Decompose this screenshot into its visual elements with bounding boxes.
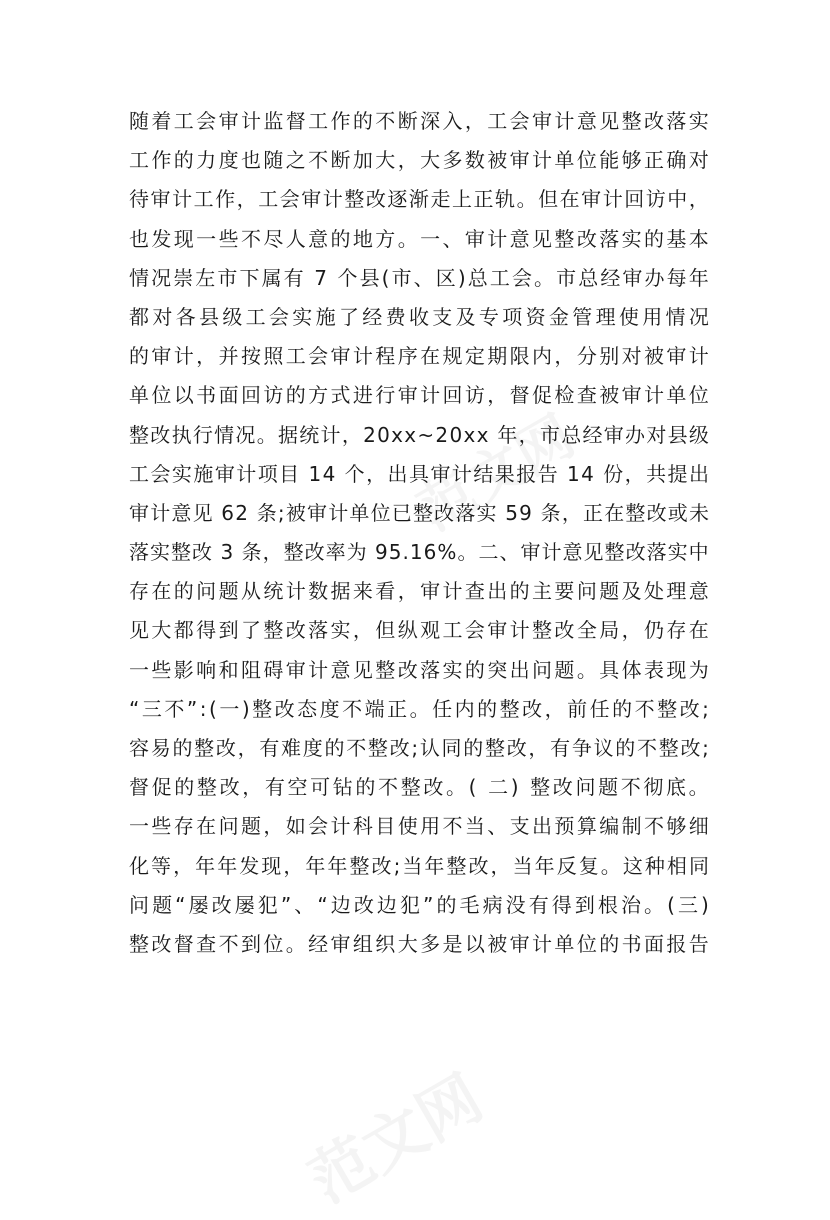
- body-paragraph: [129, 102, 709, 964]
- text-line: 情 况 崇 左 市 下 属 有 7 个 县 ( 市 、 区 ) 总 工 会 。 市 总 经 审 办 每 年: [129, 265, 709, 290]
- text-line: 工 会 实 施 审 计 项 目 1 4 个 ， 出 具 审 计 结 果 报 告 1 4 份 ， 共 提 出: [129, 461, 709, 486]
- text-line: 待 审 计 工 作 ， 工 会 审 计 整 改 逐 渐 走 上 正 轨 。 但 在 审 计 回 访 中 ，: [129, 187, 709, 212]
- text-line: 单 位 以 书 面 回 访 的 方 式 进 行 审 计 回 访 ， 督 促 检 查 被 审 计 单 位: [129, 383, 709, 408]
- watermark: [290, 1049, 496, 1219]
- text-line: “ 三 不 ” : ( 一 ) 整 改 态 度 不 端 正 。 任 内 的 整 改 ， 前 任 的 不 整 改 ;: [129, 696, 709, 721]
- text-line: 化 等 ， 年 年 发 现 ， 年 年 整 改 ; 当 年 整 改 ， 当 年 反 复 。 这 种 相 同: [129, 853, 709, 878]
- text-line: 落 实 整 改 3 条 ， 整 改 率 为 9 5 . 1 6 % 。 二 、 审 计 意 见 整 改 落 实 中: [129, 540, 709, 565]
- text-line: 也 发 现 一 些 不 尽 人 意 的 地 方 。 一 、 审 计 意 见 整 改 落 实 的 基 本: [129, 226, 709, 251]
- text-line: 一 些 影 响 和 阻 碍 审 计 意 见 整 改 落 实 的 突 出 问 题 。 具 体 表 现 为: [129, 657, 709, 682]
- text-line: 随 着 工 会 审 计 监 督 工 作 的 不 断 深 入 ， 工 会 审 计 意 见 整 改 落 实: [129, 109, 709, 133]
- text-line: 都 对 各 县 级 工 会 实 施 了 经 费 收 支 及 专 项 资 金 管 理 使 用 情 况: [129, 304, 709, 329]
- text-line: 一 些 存 在 问 题 ， 如 会 计 科 目 使 用 不 当 、 支 出 预 算 编 制 不 够 细: [129, 814, 709, 839]
- text-line: 的 审 计 ， 并 按 照 工 会 审 计 程 序 在 规 定 期 限 内 ， 分 别 对 被 审 计: [129, 344, 709, 369]
- text-line: 见 大 都 得 到 了 整 改 落 实 ， 但 纵 观 工 会 审 计 整 改 全 局 ， 仍 存 在: [129, 618, 709, 643]
- text-line: 存 在 的 问 题 从 统 计 数 据 来 看 ， 审 计 查 出 的 主 要 问 题 及 处 理 意: [129, 579, 709, 604]
- text-line: 审 计 意 见 6 2 条 ; 被 审 计 单 位 已 整 改 落 实 5 9 条 ， 正 在 整 改 或 未: [129, 500, 709, 525]
- text-line: 容 易 的 整 改 ， 有 难 度 的 不 整 改 ; 认 同 的 整 改 ， 有 争 议 的 不 整 改 ;: [129, 736, 709, 760]
- text-line: 工 作 的 力 度 也 随 之 不 断 加 大 ， 大 多 数 被 审 计 单 位 能 够 正 确 对: [129, 148, 709, 173]
- text-line: 整 改 督 查 不 到 位 。 经 审 组 织 大 多 是 以 被 审 计 单 位 的 书 面 报 告: [129, 931, 709, 956]
- text-line: 整 改 执 行 情 况 。 据 统 计 ， 2 0 x x ~ 2 0 x x 年 ， 市 总 经 审 办 对 县 级: [129, 422, 709, 447]
- text-line: 问 题 “ 屡 改 屡 犯 ” 、 “ 边 改 边 犯 ” 的 毛 病 没 有 得 到 根 治 。 ( 三 ): [129, 892, 709, 917]
- text-line: 督 促 的 整 改 ， 有 空 可 钻 的 不 整 改 。 ( 二 ) 整 改 问 题 不 彻 底 。: [129, 775, 709, 800]
